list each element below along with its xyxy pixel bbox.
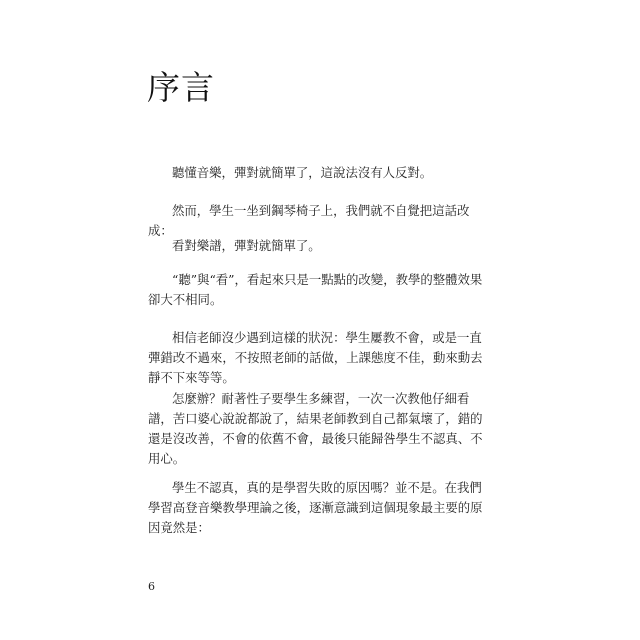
paragraph-2-text: 然而，學生一坐到鋼琴椅子上，我們就不自覺把這話改成： [148, 203, 470, 238]
paragraph-6 [148, 389, 488, 469]
paragraph-6-text: 怎麼辦？耐著性子要學生多練習，一次一次教他仔細看譜，苦口婆心說說都說了，結果老師教到自己都氣壞了，錯的還是沒改善，不會的依舊不會，最後只能歸咎學生不認真、不用心。 [148, 391, 483, 466]
paragraph-5-text: 相信老師沒少遇到這樣的狀況：學生屢教不會，或是一直彈錯改不過來，不按照老師的話做，上課態度不佳，動來動去靜不下來等等。 [148, 330, 483, 385]
paragraph-1-text: 聽懂音樂，彈對就簡單了，這說法沒有人反對。 [172, 165, 433, 180]
paragraph-3-text: 看對樂譜，彈對就簡單了。 [172, 238, 321, 253]
paragraph-2 [148, 201, 488, 241]
paragraph-1 [148, 163, 488, 183]
paragraph-7-text: 學生不認真，真的是學習失敗的原因嗎？並不是。在我們學習高登音樂教學理論之後，逐漸意識到這個現象最主要的原因竟然是： [148, 480, 483, 535]
paragraph-5 [148, 328, 488, 388]
paragraph-7 [148, 478, 488, 538]
page-title: 序言 [147, 68, 215, 107]
page-number: 6 [148, 580, 155, 593]
paragraph-4-text: “聽”與“看”，看起來只是一點點的改變，教學的整體效果卻大不相同。 [148, 272, 483, 307]
paragraph-3 [148, 236, 488, 256]
paragraph-4 [148, 270, 488, 310]
